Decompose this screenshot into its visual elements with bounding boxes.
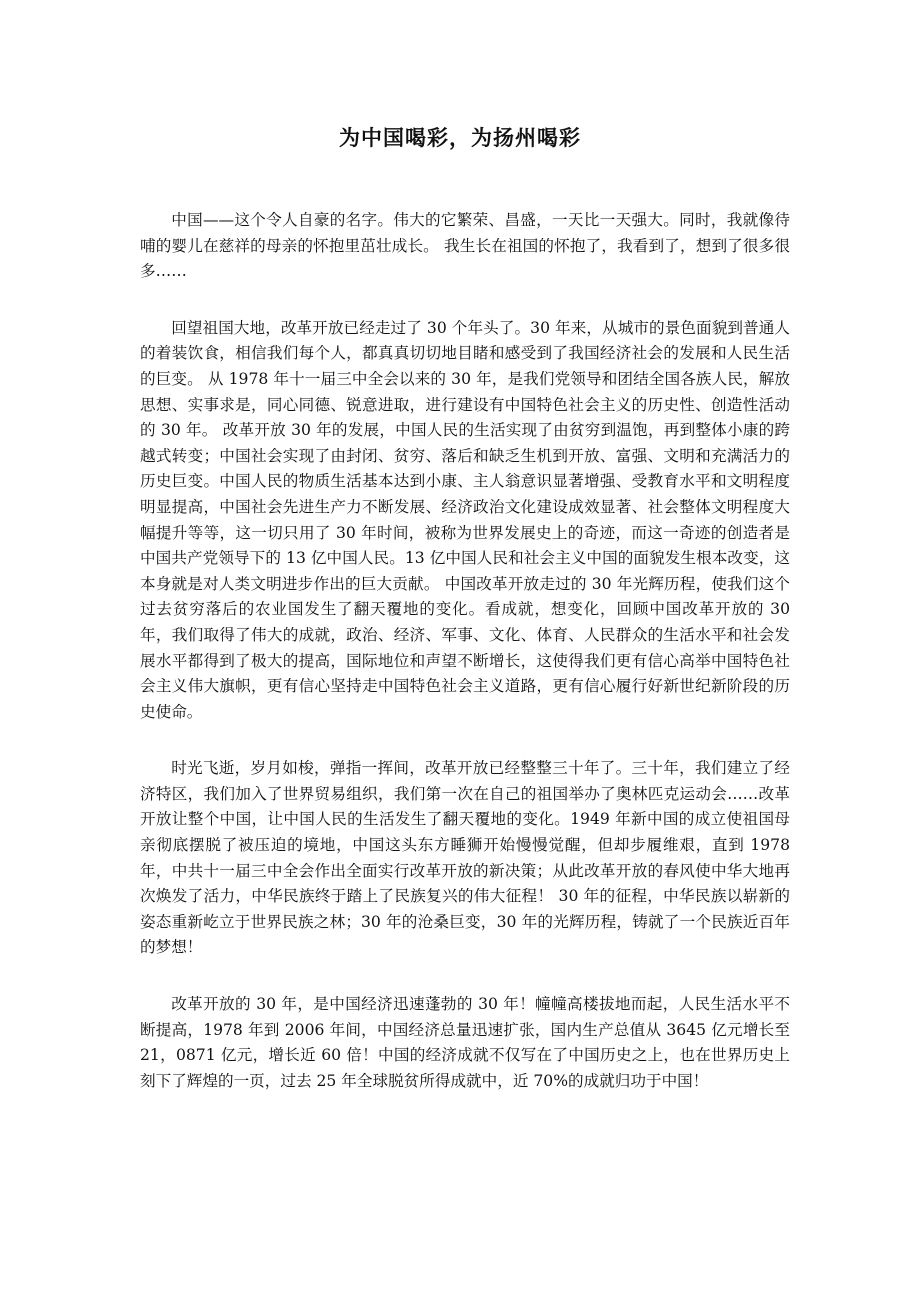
paragraph-reform-review: 回望祖国大地，改革开放已经走过了 30 个年头了。30 年来，从城市的景色面貌到普通人的着装饮食，相信我们每个人，都真真切切地目睹和感受到了我国经济社会的发展和人民生活的巨变。 从 1978 年十一届三中全会以来的 30 年，是我们党领导和团结全国各族人民，解放思想、实事求是，同心同德、锐意进取，进行建设有中国特色社会主义的历史性、创造性活动的 30 年。 改革开放 30 年的发展，中国人民的生活实现了由贫穷到温饱，再到整体小康的跨越式转变；中国社会实现了由封闭、贫穷、落后和缺乏生机到开放、富强、文明和充满活力的历史巨变。中国人民的物质生活基本达到小康、主人翁意识显著增强、受教育水平和文明程度明显提高，中国社会先进生产力不断发展、经济政治文化建设成效显著、社会整体文明程度大幅提升等等，这一切只用了 30 年时间，被称为世界发展史上的奇迹，而这一奇迹的创造者是中国共产党领导下的 13 亿中国人民。13 亿中国人民和社会主义中国的面貌发生根本改变，这本身就是对人类文明进步作出的巨大贡献。 中国改革开放走过的 30 年光辉历程，使我们这个过去贫穷落后的农业国发生了翻天覆地的变化。看成就，想变化，回顾中国改革开放的 30 年，我们取得了伟大的成就，政治、经济、军事、文化、体育、人民群众的生活水平和社会发展水平都得到了极大的提高，国际地位和声望不断增长，这使得我们更有信心高举中国特色社会主义伟大旗帜，更有信心坚持走中国特色社会主义道路，更有信心履行好新世纪新阶段的历史使命。 (140, 318, 790, 721)
paragraph-intro: 中国——这个令人自豪的名字。伟大的它繁荣、昌盛，一天比一天强大。同时，我就像待哺的婴儿在慈祥的母亲的怀抱里茁壮成长。 我生长在祖国的怀抱了，我看到了，想到了很多很多…… (140, 211, 790, 281)
paragraph-thirty-years: 时光飞逝，岁月如梭，弹指一挥间，改革开放已经整整三十年了。三十年，我们建立了经济特区，我们加入了世界贸易组织，我们第一次在自己的祖国举办了奥林匹克运动会……改革开放让整个中国，让中国人民的生活发生了翻天覆地的变化。1949 年新中国的成立使祖国母亲彻底摆脱了被压迫的境地，中国这头东方睡狮开始慢慢觉醒，但却步履维艰，直到 1978 年，中共十一届三中全会作出全面实行改革开放的新决策；从此改革开放的春风使中华大地再次焕发了活力，中华民族终于踏上了民族复兴的伟大征程！ 30 年的征程，中华民族以崭新的姿态重新屹立于世界民族之林；30 年的沧桑巨变，30 年的光辉历程，铸就了一个民族近百年的梦想！ (140, 759, 790, 957)
document-title: 为中国喝彩，为扬州喝彩 (339, 125, 581, 150)
document-body (140, 208, 790, 1125)
paragraph-economy: 改革开放的 30 年，是中国经济迅速蓬勃的 30 年！幢幢高楼拔地而起，人民生活水平不断提高，1978 年到 2006 年间，中国经济总量迅速扩张，国内生产总值从 3645 亿元增长至 21，0871 亿元，增长近 60 倍！中国的经济成就不仅写在了中国历史之上，也在世界历史上刻下了辉煌的一页，过去 25 年全球脱贫所得成就中，近 70%的成就归功于中国！ (140, 995, 790, 1090)
